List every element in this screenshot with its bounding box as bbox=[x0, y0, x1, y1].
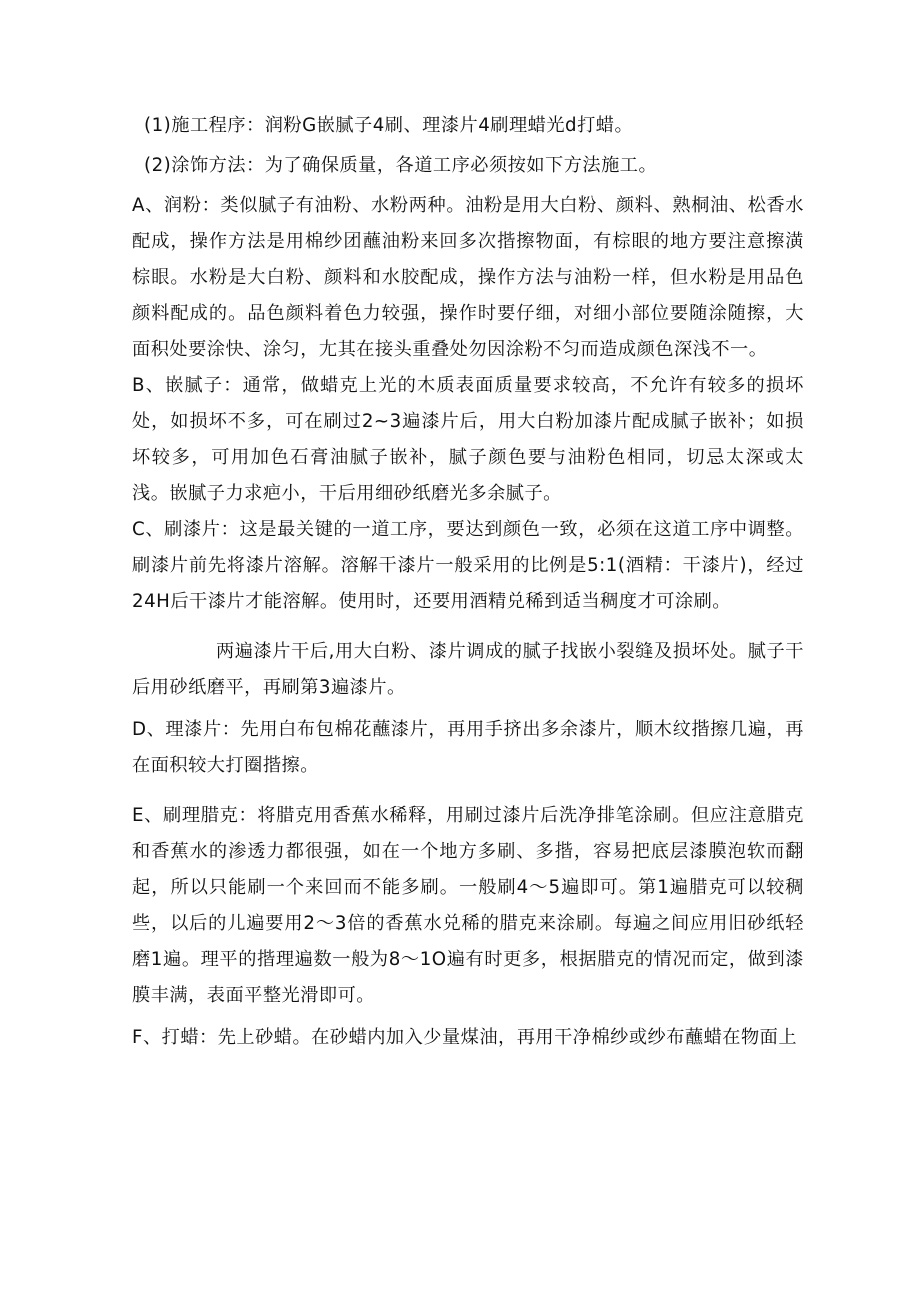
paragraph-step-d-smoothing: D、理漆片：先用白布包棉花蘸漆片，再用手挤出多余漆片，顺木纹揩擦几遍，再在面积较大打圈揩擦。 bbox=[132, 719, 804, 776]
paragraph-step-a-filling: A、润粉：类似腻子有油粉、水粉两种。油粉是用大白粉、颜料、熟桐油、松香水配成，操作方法是用棉纱团蘸油粉来回多次揩擦物面，有棕眼的地方要注意擦潢棕眼。水粉是大白粉、颜料和水胶配成，操作方法与油粉一样，但水粉是用品色颜料配成的。品色颜料着色力较强，操作时要仔细，对细小部位要随涂随擦，大面积处要涂快、涂匀，尢其在接头重叠处勿因涂粉不匀而造成颜色深浅不一。 bbox=[132, 195, 804, 360]
paragraph-step-b-putty: B、嵌腻子：通常，做蜡克上光的木质表面质量要求较高，不允许有较多的损坏处，如损坏不多，可在刷过2~3遍漆片后，用大白粉加漆片配成腻子嵌补；如损坏较多，可用加色石膏油腻子嵌补，腻子颜色要与油粉色相同，切忌太深或太浅。嵌腻子力求疤小，干后用细砂纸磨光多余腻子。 bbox=[132, 375, 804, 504]
paragraph-step-c-shellac: C、刷漆片：这是最关键的一道工序，要达到颜色一致，必须在这道工序中调整。刷漆片前先将漆片溶解。溶解干漆片一般采用的比例是5:1(酒精：干漆片)，经过24H后干漆片才能溶解。使用时，还要用酒精兑稀到适当稠度才可涂刷。 bbox=[132, 519, 804, 612]
paragraph-coating-method: (2)涂饰方法：为了确保质量，各道工序必须按如下方法施工。 bbox=[144, 155, 658, 176]
document-body bbox=[132, 108, 804, 1056]
paragraph-step-e-lacquer: E、刷理腊克：将腊克用香蕉水稀释，用刷过漆片后洗净排笔涂刷。但应注意腊克和香蕉水的渗透力都很强，如在一个地方多刷、多揩，容易把底层漆膜泡软而翻起，所以只能刷一个来回而不能多刷。一般刷4～5遍即可。第1遍腊克可以较稠些，以后的儿遍要用2～3倍的香蕉水兑稀的腊克来涂刷。每遍之间应用旧砂纸轻磨1遍。理平的揩理遍数一般为8～1O遍有时更多，根据腊克的情况而定，做到漆膜丰满，表面平整光滑即可。 bbox=[132, 805, 804, 1006]
paragraph-step-f-waxing: F、打蜡：先上砂蜡。在砂蜡内加入少量煤油，再用干净棉纱或纱布蘸蜡在物面上 bbox=[132, 1027, 798, 1048]
paragraph-shellac-repair: 两遍漆片干后,用大白粉、漆片调成的腻子找嵌小裂缝及损坏处。腻子干后用砂纸磨平，再刷第3遍漆片。 bbox=[132, 641, 804, 698]
paragraph-construction-procedure: (1)施工程序：润粉G嵌腻子4刷、理漆片4刷理蜡光d打蜡。 bbox=[144, 115, 634, 136]
